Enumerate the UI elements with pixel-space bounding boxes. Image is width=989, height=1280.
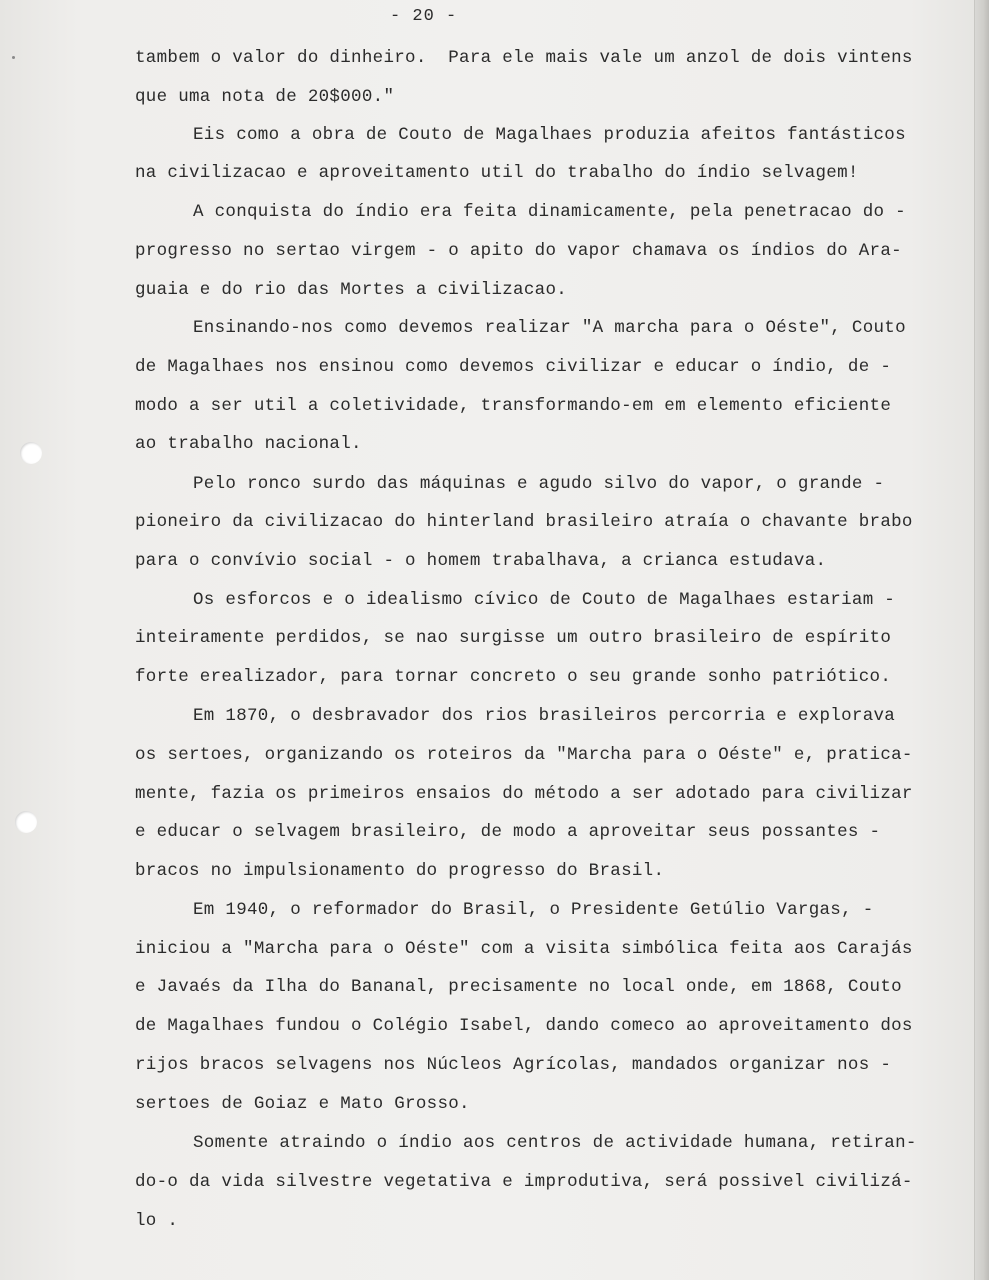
text-line: Os esforcos e o idealismo cívico de Couto de Magalhaes estariam - [193, 590, 896, 610]
text-line: progresso no sertao virgem - o apito do vapor chamava os índios do Ara- [135, 241, 902, 261]
text-line: de Magalhaes nos ensinou como devemos civilizar e educar o índio, de - [135, 357, 892, 377]
text-line: que uma nota de 20$000." [135, 87, 395, 107]
text-line: sertoes de Goiaz e Mato Grosso. [135, 1094, 470, 1114]
text-line: forte erealizador, para tornar concreto o seu grande sonho patriótico. [135, 667, 892, 687]
text-line: mente, fazia os primeiros ensaios do método a ser adotado para civilizar [135, 784, 913, 804]
text-line: do-o da vida silvestre vegetativa e improdutiva, será possivel civilizá- [135, 1172, 913, 1192]
text-line: ao trabalho nacional. [135, 434, 362, 454]
text-line: Pelo ronco surdo das máquinas e agudo silvo do vapor, o grande - [193, 474, 885, 494]
text-line: lo . [135, 1211, 179, 1231]
text-line: na civilizacao e aproveitamento util do trabalho do índio selvagem! [135, 163, 859, 183]
text-line: e educar o selvagem brasileiro, de modo a aproveitar seus possantes - [135, 822, 881, 842]
paper-speck [12, 56, 15, 59]
text-line: inteiramente perdidos, se nao surgisse um outro brasileiro de espírito [135, 628, 892, 648]
text-line: e Javaés da Ilha do Bananal, precisamente no local onde, em 1868, Couto [135, 977, 902, 997]
text-line: modo a ser util a coletividade, transformando-em em elemento eficiente [135, 396, 892, 416]
text-line: Somente atraindo o índio aos centros de actividade humana, retiran- [193, 1133, 917, 1153]
text-line: rijos bracos selvagens nos Núcleos Agrícolas, mandados organizar nos - [135, 1055, 892, 1075]
text-line: Eis como a obra de Couto de Magalhaes produzia afeitos fantásticos [193, 125, 906, 145]
page-number: - 20 - [390, 7, 458, 26]
text-line: guaia e do rio das Mortes a civilizacao. [135, 280, 568, 300]
text-line: para o convívio social - o homem trabalhava, a crianca estudava. [135, 551, 827, 571]
text-line: pioneiro da civilizacao do hinterland brasileiro atraía o chavante brabo [135, 512, 913, 532]
text-line: bracos no impulsionamento do progresso do Brasil. [135, 861, 665, 881]
text-line: tambem o valor do dinheiro. Para ele mais vale um anzol de dois vintens [135, 48, 913, 68]
punch-hole-top [20, 442, 42, 464]
text-line: iniciou a "Marcha para o Oéste" com a visita simbólica feita aos Carajás [135, 939, 913, 959]
text-line: os sertoes, organizando os roteiros da "Marcha para o Oéste" e, pratica- [135, 745, 913, 765]
text-line: A conquista do índio era feita dinamicamente, pela penetracao do - [193, 202, 906, 222]
text-line: Em 1940, o reformador do Brasil, o Presidente Getúlio Vargas, - [193, 900, 874, 920]
text-line: de Magalhaes fundou o Colégio Isabel, dando comeco ao aproveitamento dos [135, 1016, 913, 1036]
page-edge-shadow [974, 0, 989, 1280]
punch-hole-bottom [15, 811, 37, 833]
text-line: Em 1870, o desbravador dos rios brasileiros percorria e explorava [193, 706, 896, 726]
text-line: Ensinando-nos como devemos realizar "A marcha para o Oéste", Couto [193, 318, 906, 338]
